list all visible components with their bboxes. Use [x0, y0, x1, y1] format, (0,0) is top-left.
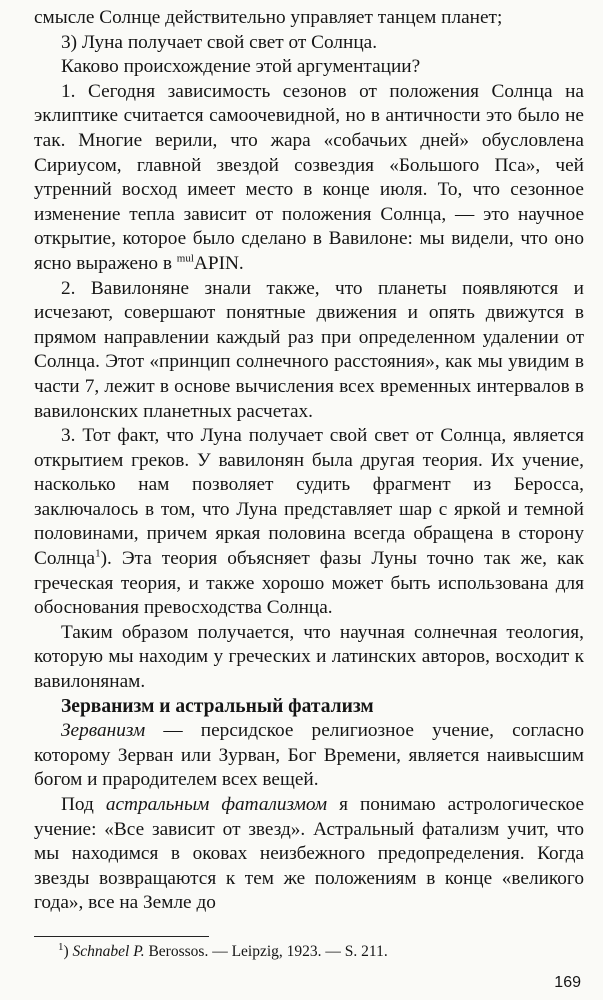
footnote-text: Berossos. — Leipzig, 1923. — S. 211.: [144, 943, 388, 960]
footnote: $^1$) Schnabel P. Berossos. — Leipzig, 1923. — S. 211.: [58, 940, 388, 960]
paragraph-5: [34, 719, 584, 793]
paragraph-6-start: Под: [61, 794, 106, 815]
paragraph-3-end: ). Эта теория объясняет фазы Луны точно так же, как греческая теория, и также хорошо может быть использована для обоснования превосходства Солнца.: [34, 548, 584, 619]
paragraph-3-text: 3. Тот факт, что Луна получает свой свет от Солнца, является открытием греков. У вавилонян была другая теория. Их учение, насколько нам позволяет судить фрагмент из Беросса, заключалось в том, что Луна представляет шар с яркой и темной половинами, причем яркая половина всегда обращена в сторону Солнца: [34, 425, 584, 570]
section-heading: Зерванизм и астральный фатализм: [61, 695, 374, 717]
paragraph-5-text: — персидское религиозное учение, согласно которому Зерван или Зурван, Бог Времени, является наивысшим богом и прародителем всех вещей.: [34, 720, 584, 791]
paragraph-6: [34, 793, 584, 916]
footnote-mark: 1: [58, 940, 64, 953]
paragraph-4: Таким образом получается, что научная солнечная теология, которую мы находим у греческих и латинских авторов, восходит к вавилонянам.: [34, 621, 584, 693]
footnote-rule: [34, 936, 209, 937]
footnote-author: Schnabel P.: [72, 943, 145, 960]
paragraph-6-text: я понимаю астрологическое учение: «Все зависит от звезд». Астральный фатализм учит, что мы находимся в оковах неизбежного предопределения. Когда звезды возвращаются к тем же положениям в конце «великого года», все на Земле до: [34, 794, 585, 914]
paragraph-1-text: 1. Сегодня зависимость сезонов от положения Солнца на эклиптике считается самоочевидной, но в античности это было не так. Многие верили, что жара «собачьих дней» обусловлена Сириусом, главной звездой созвездия «Большого Пса», чей утренний восход имеет место в конце июля. То, что сезонное изменение тепла зависит от положения Солнца, — это научное открытие, которое было сделано в Вавилоне: мы видели, что оно ясно выражено в: [34, 80, 584, 274]
paragraph-continued: смысле Солнце действительно управляет танцем планет;: [34, 7, 503, 28]
list-item-3: 3) Луна получает свой свет от Солнца.: [61, 31, 378, 53]
footnote-ref: 1: [95, 547, 101, 560]
superscript-mul: mul: [176, 252, 194, 265]
page-number: 169: [554, 974, 581, 991]
term-italic: Зерванизм: [61, 720, 146, 742]
term-italic-2: астральным фатализмом: [105, 794, 328, 815]
question-line: Каково происхождение этой аргументации?: [61, 56, 421, 78]
paragraph-2: 2. Вавилоняне знали также, что планеты появляются и исчезают, совершают понятные движения и опять движутся в прямом направлении каждый раз при определенном удалении от Солнца. Этот «принцип солнечного расстояния», как мы увидим в части 7, лежит в основе вычисления всех временных интервалов в вавилонских планетных расчетах.: [34, 277, 584, 422]
paragraph-1-end: APIN.: [193, 252, 244, 274]
page-body: [34, 6, 584, 916]
paragraph-1: [34, 80, 584, 277]
paragraph-3: [34, 424, 584, 621]
